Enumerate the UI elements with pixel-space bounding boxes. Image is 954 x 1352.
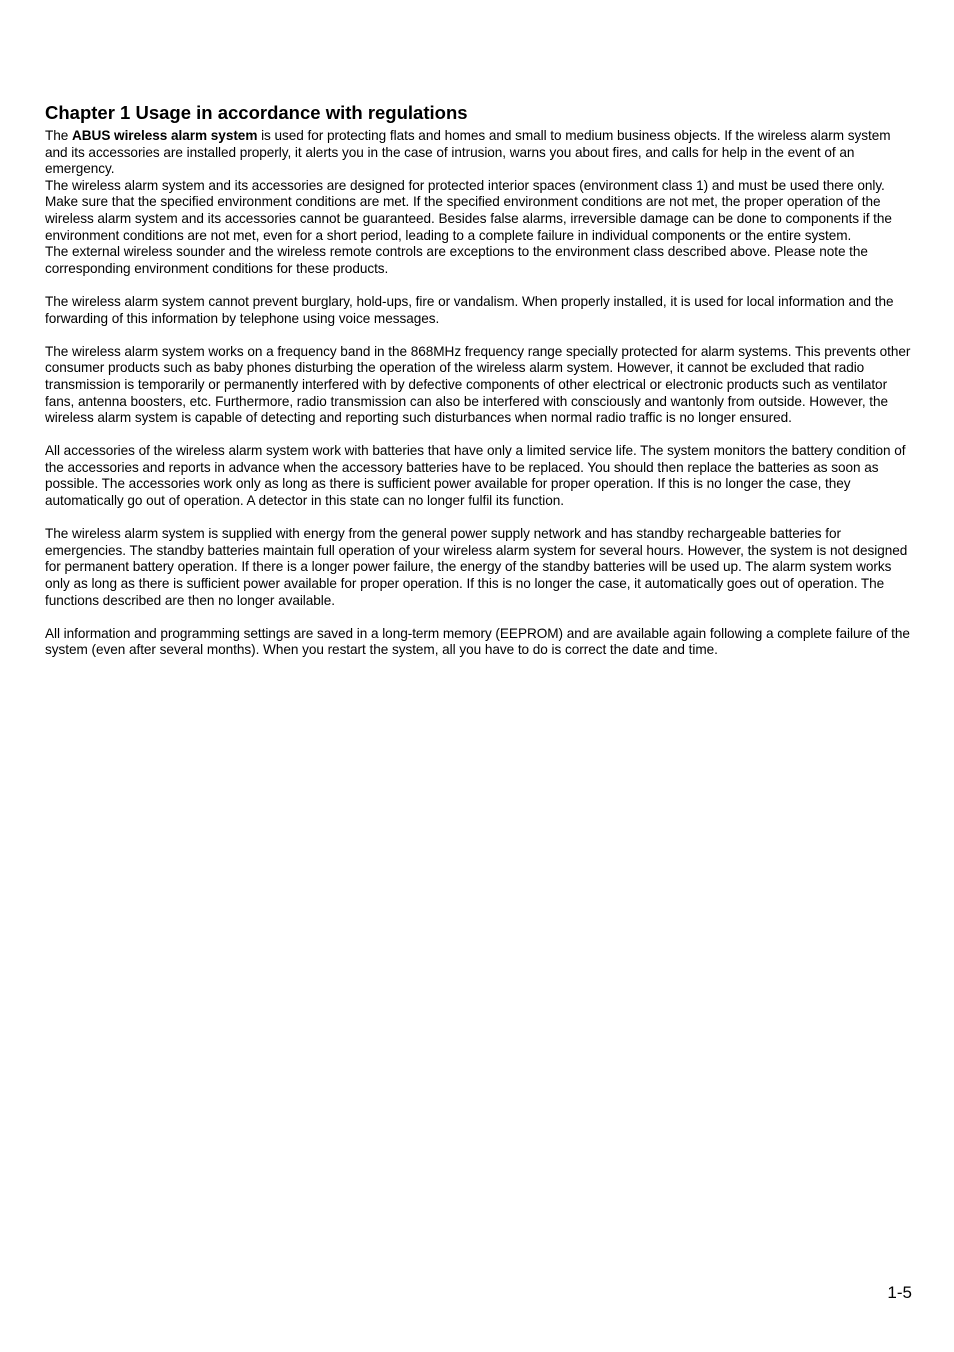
chapter-title: Chapter 1 Usage in accordance with regulations xyxy=(45,102,468,123)
paragraph-intro xyxy=(45,128,911,178)
paragraph-environment: The wireless alarm system and its accessories are designed for protected interior spaces (environment class 1) and must be used there only. Make sure that the specified environment conditions are met. If the specified environment conditions are not met, the proper operation of the wireless alarm system and its accessories cannot be guaranteed. Besides false alarms, irreversible damage can be done to components if the environment conditions are not met, even for a short period, leading to a complete failure in individual components or the entire system. xyxy=(45,177,892,243)
paragraph-memory: All information and programming settings are saved in a long-term memory (EEPROM) and are available again following a complete failure of the system (even after several months). When you restart the system, all you have to do is correct the date and time. xyxy=(45,625,910,658)
paragraph-limitations: The wireless alarm system cannot prevent burglary, hold-ups, fire or vandalism. When properly installed, it is used for local information and the forwarding of this information by telephone using voice messages. xyxy=(45,293,894,326)
paragraph-exceptions: The external wireless sounder and the wireless remote controls are exceptions to the environment class described above. Please note the corresponding environment conditions for these products. xyxy=(45,244,868,276)
intro-prefix: The xyxy=(45,128,73,143)
page-content xyxy=(45,101,911,659)
paragraph-power-supply: The wireless alarm system is supplied with energy from the general power supply network and has standby rechargeable batteries for emergencies. The standby batteries maintain full operation of your wireless alarm system for several hours. However, the system is not designed for permanent battery operation. If there is a longer power failure, the energy of the standby batteries will be used up. The alarm system works only as long as there is sufficient power available for proper operation. If this is no longer the case, it automatically goes out of operation. The functions described are then no longer available. xyxy=(45,526,908,608)
page-number: 1-5 xyxy=(887,1283,912,1302)
paragraph-frequency: The wireless alarm system works on a frequency band in the 868MHz frequency range specially protected for alarm systems. This prevents other consumer products such as baby phones disturbing the operation of the wireless alarm system. However, it cannot be excluded that radio transmission is temporarily or permanently interfered with by defective components of other electrical or electronic products such as ventilator fans, antenna boosters, etc. Furthermore, radio transmission can also be interfered with consciously and wantonly from outside. However, the wireless alarm system is capable of detecting and reporting such disturbances when normal radio traffic is no longer ensured. xyxy=(45,343,911,426)
product-name: ABUS wireless alarm system xyxy=(72,128,258,143)
paragraph-batteries: All accessories of the wireless alarm system work with batteries that have only a limited service life. The system monitors the battery condition of the accessories and reports in advance when the accessory batteries have to be replaced. You should then replace the batteries as soon as possible. The accessories work only as long as there is sufficient power available for proper operation. If this is no longer the case, they automatically go out of operation. A detector in this state can no longer fulfil its function. xyxy=(45,443,906,509)
intro-rest: is used for protecting flats and homes and small to medium business objects. If the wireless alarm system and its accessories are installed properly, it alerts you in the case of intrusion, warns you about fires, and calls for help in the event of an emergency. xyxy=(45,128,891,177)
